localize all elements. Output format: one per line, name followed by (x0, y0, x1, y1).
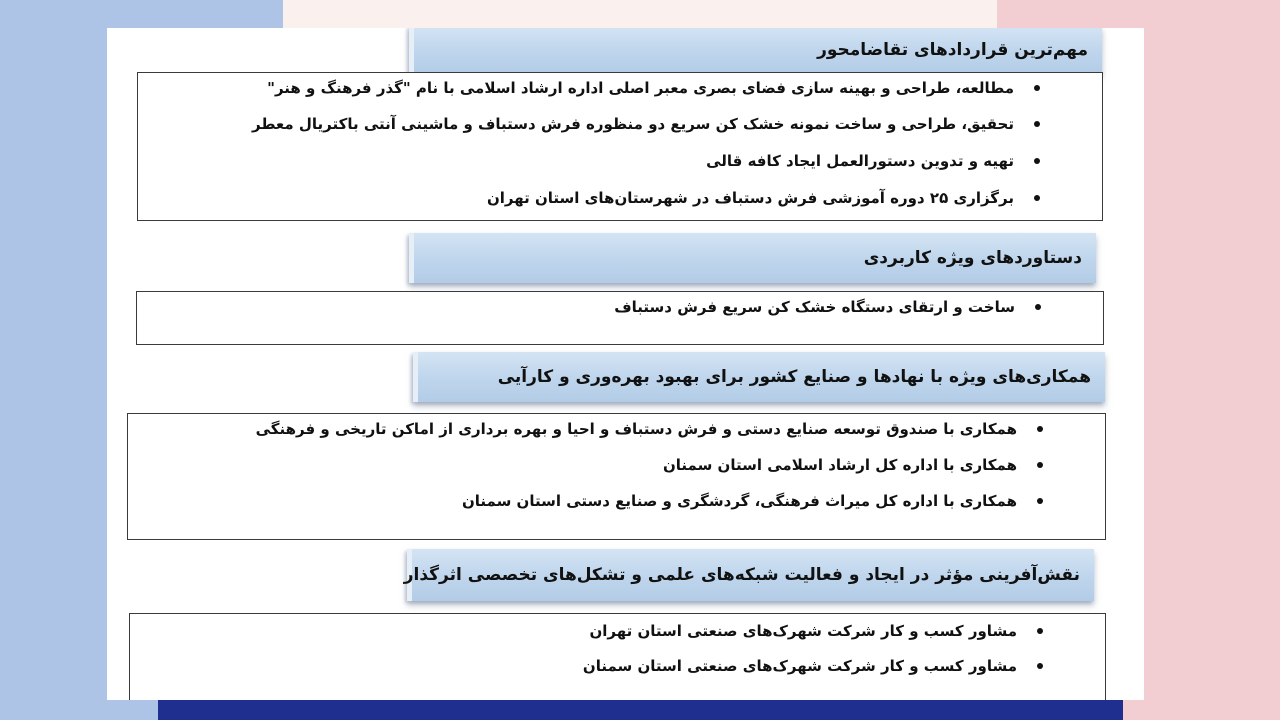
section-title: نقش‌آفرینی مؤثر در ایجاد و فعالیت شبکه‌های علمی و تشکل‌های تخصصی اثرگذار (403, 565, 1080, 585)
slide (107, 28, 1144, 700)
list-item: برگزاری ۲۵ دوره آموزشی فرش دستباف در شهرستان‌های استان تهران (487, 189, 1040, 207)
list-item: مشاور کسب و کار شرکت شهرک‌های صنعتی استان سمنان (583, 657, 1043, 675)
bullet-icon (1037, 663, 1043, 669)
section-box-applied-achievements (136, 291, 1104, 345)
bullet-icon (1037, 498, 1043, 504)
section-title: مهم‌ترین قراردادهای تقاضامحور (817, 40, 1088, 60)
bullet-icon (1034, 158, 1040, 164)
list-item: مطالعه، طراحی و بهینه سازی فضای بصری معبر اصلی اداره ارشاد اسلامی با نام "گذر فرهنگ و هنر" (267, 79, 1040, 97)
list-item: همکاری با اداره کل میراث فرهنگی، گردشگری و صنایع دستی استان سمنان (462, 492, 1043, 510)
bullet-icon (1034, 85, 1040, 91)
bullet-icon (1035, 304, 1041, 310)
bullet-icon (1037, 426, 1043, 432)
list-item: همکاری با اداره کل ارشاد اسلامی استان سمنان (663, 456, 1043, 474)
section-box-cooperations (127, 413, 1106, 540)
section-box-demand-contracts (137, 72, 1103, 221)
section-title: همکاری‌های ویژه با نهادها و صنایع کشور برای بهبود بهره‌وری و کارآیی (497, 367, 1091, 387)
bullet-icon (1034, 195, 1040, 201)
section-header-scientific-networks (403, 549, 1094, 601)
bullet-icon (1034, 121, 1040, 127)
list-item: تهیه و تدوین دستورالعمل ایجاد کافه قالی (706, 152, 1040, 170)
list-item: همکاری با صندوق توسعه صنایع دستی و فرش دستباف و احیا و بهره برداری از اماکن تاریخی و فرهنگی (256, 420, 1043, 438)
section-header-demand-contracts (409, 28, 1102, 74)
bullet-icon (1037, 462, 1043, 468)
bottom-decor-bar (158, 700, 1123, 720)
list-item: مشاور کسب و کار شرکت شهرک‌های صنعتی استان تهران (589, 622, 1043, 640)
bullet-icon (1037, 628, 1043, 634)
list-item: ساخت و ارتقای دستگاه خشک کن سریع فرش دستباف (614, 298, 1041, 316)
section-box-scientific-networks (129, 613, 1106, 700)
section-header-cooperations (413, 352, 1105, 402)
section-header-applied-achievements (409, 233, 1096, 283)
section-title: دستاوردهای ویژه کاربردی (863, 248, 1082, 268)
top-decor-strip (283, 0, 997, 28)
list-item: تحقیق، طراحی و ساخت نمونه خشک کن سریع دو منظوره فرش دستباف و ماشینی آنتی باکتریال معطر (252, 115, 1040, 133)
